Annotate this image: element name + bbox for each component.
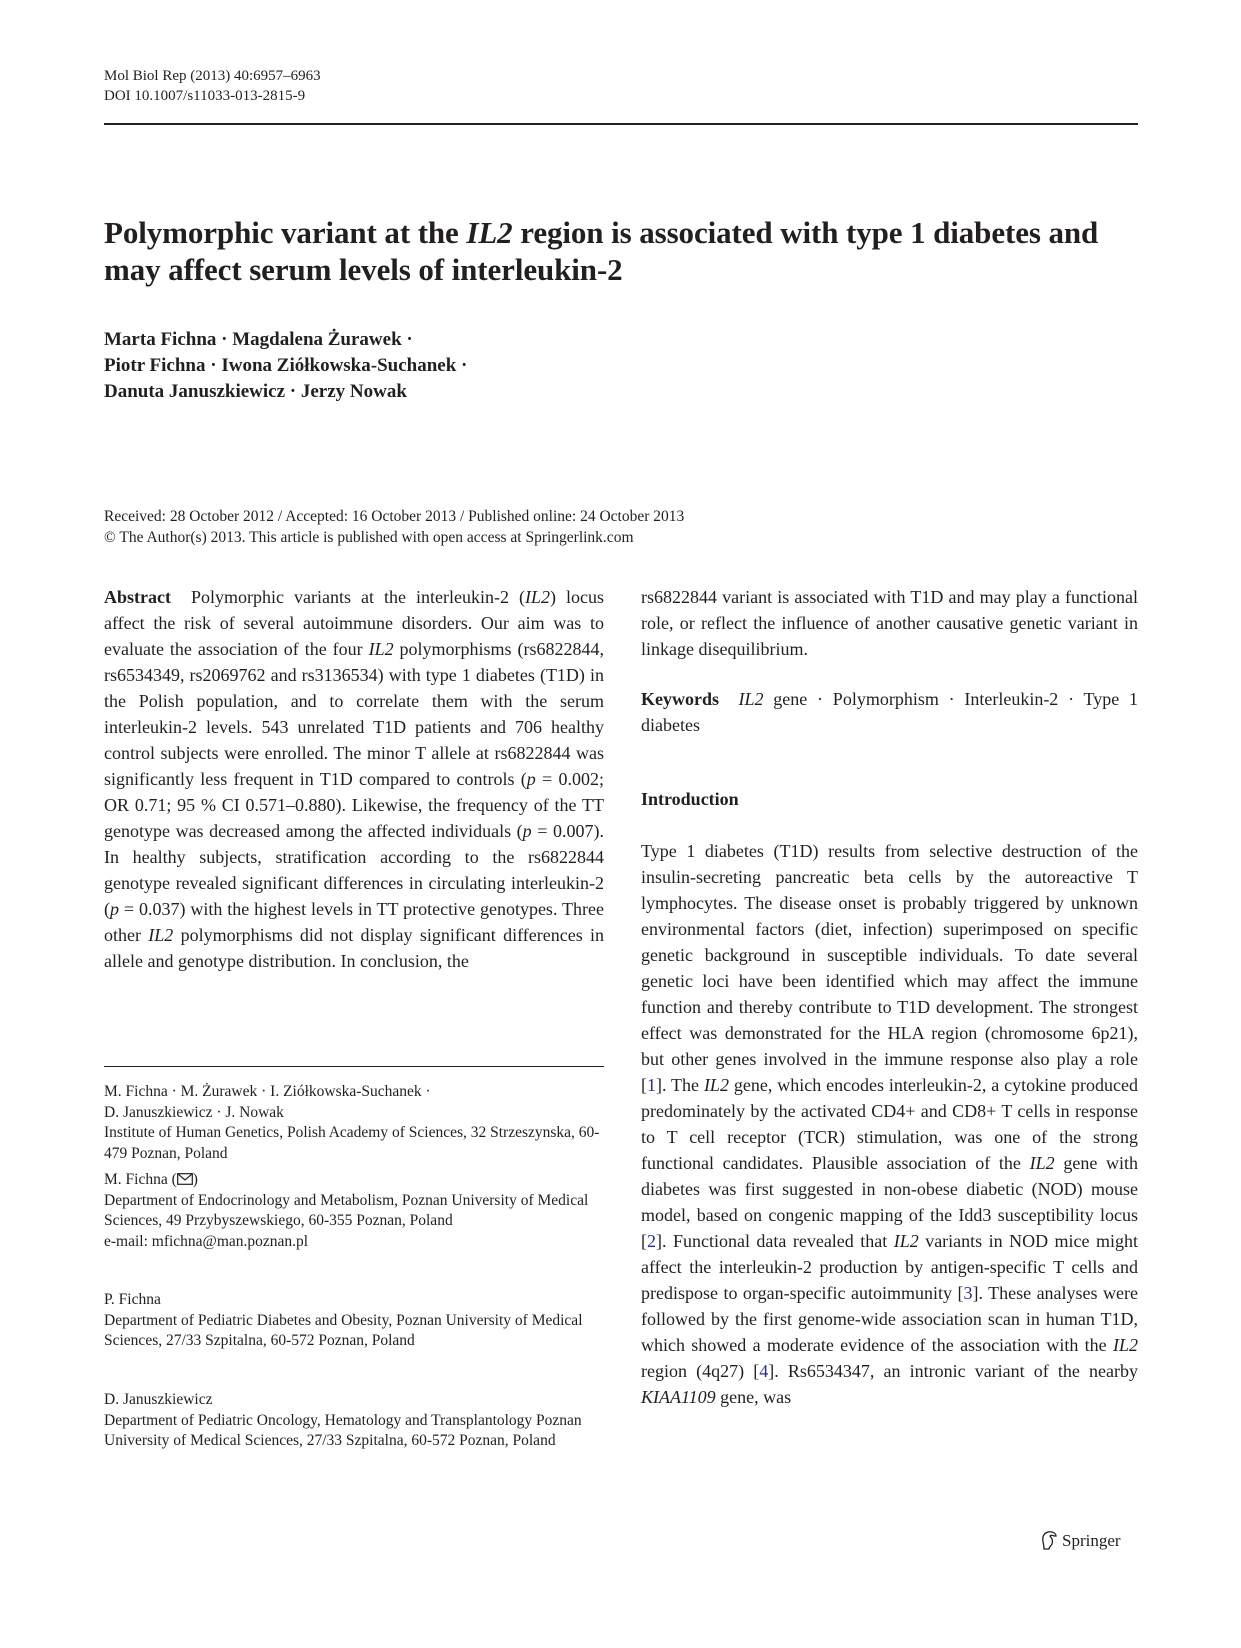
history-dates: Received: 28 October 2012 / Accepted: 16 October 2013 / Published online: 24 October 2013	[104, 508, 685, 525]
introduction-paragraph: Type 1 diabetes (T1D) results from selective destruction of the insulin-secreting pancreatic beta cells by the autoreactive T lymphocytes. The disease onset is probably triggered by unknown environmental factors (diet, infection) superimposed on specific genetic background in susceptible individuals. To date several genetic loci have been identified which may affect the immune function and thereby contribute to T1D development. The strongest effect was demonstrated for the HLA region (chromosome 6p21), but other genes involved in the immune response also play a role [1]. The IL2 gene, which encodes interleukin-2, a cytokine produced predominately by the activated CD4+ and CD8+ T cells in response to T cell receptor (TCR) stimulation, was one of the strong functional candidates. Plausible association of the IL2 gene with diabetes was first suggested in non-obese diabetic (NOD) mouse model, based on congenic mapping of the Idd3 susceptibility locus [2]. Functional data revealed that IL2 variants in NOD mice might affect the interleukin-2 production by antigen-specific T cells and predispose to organ-specific autoimmunity [3]. These analyses were followed by the first genome-wide association scan in human T1D, which showed a moderate evidence of the association with the IL2 region (4q27) [4]. Rs6534347, an intronic variant of the nearby KIAA1109 gene, was	[641, 841, 1139, 1407]
right-column	[641, 584, 1138, 1410]
keywords: Keywords IL2 gene · Polymorphism · Interleukin-2 · Type 1 diabetes	[641, 689, 1139, 735]
affiliation-address: Department of Pediatric Oncology, Hematology and Transplantology Poznan University of Medical Sciences, 27/33 Szpitalna, 60-572 Poznan, Poland	[104, 1411, 582, 1450]
abstract: Abstract Polymorphic variants at the interleukin-2 (IL2) locus affect the risk of several autoimmune disorders. Our aim was to evaluate the association of the four IL2 polymorphisms (rs6822844, rs6534349, rs2069762 and rs3136534) with type 1 diabetes (T1D) in the Polish population, and to correlate them with the serum interleukin-2 levels. 543 unrelated T1D patients and 706 healthy control subjects were enrolled. The minor T allele at rs6822844 was significantly less frequent in T1D compared to controls (p = 0.002; OR 0.71; 95 % CI 0.571–0.880). Likewise, the frequency of the TT genotype was decreased among the affected individuals (p = 0.007). In healthy subjects, stratification according to the rs6822844 genotype revealed significant differences in circulating interleukin-2 (p = 0.037) with the highest levels in TT protective genotypes. Three other IL2 polymorphisms did not display significant differences in allele and genotype distribution. In conclusion, the	[104, 587, 605, 971]
citation-link[interactable]: 2	[647, 1231, 656, 1251]
journal-citation: Mol Biol Rep (2013) 40:6957–6963	[104, 68, 321, 84]
affiliation-block	[104, 1290, 604, 1352]
left-column	[104, 584, 604, 974]
affiliation-block	[104, 1170, 604, 1253]
author-line: Danuta Januszkiewicz · Jerzy Nowak	[104, 381, 407, 402]
article-history	[104, 506, 684, 548]
publisher-logo	[1040, 1530, 1121, 1552]
license-note: © The Author(s) 2013. This article is published with open access at Springerlink.com	[104, 529, 634, 546]
affiliation-names: M. Fichna ( )	[104, 1171, 198, 1188]
author-line: Piotr Fichna · Iwona Ziółkowska-Suchanek ·	[104, 355, 468, 376]
citation-link[interactable]: 4	[759, 1361, 769, 1381]
footnote-rule	[104, 1066, 604, 1067]
journal-header	[104, 66, 321, 106]
springer-horse-icon	[1040, 1530, 1058, 1550]
affiliation-names: D. Januszkiewicz · J. Nowak	[104, 1103, 284, 1121]
affiliation-email[interactable]: e-mail: mfichna@man.poznan.pl	[104, 1233, 309, 1251]
header-rule	[104, 123, 1138, 125]
affiliation-names: D. Januszkiewicz	[104, 1391, 213, 1408]
section-heading-introduction: Introduction	[641, 789, 739, 809]
abstract-continued: rs6822844 variant is associated with T1D and may play a functional role, or reflect the influence of another causative genetic variant in linkage disequilibrium.	[641, 587, 1138, 659]
affiliation-address: Department of Pediatric Diabetes and Obesity, Poznan University of Medical Sciences, 27/33 Szpitalna, 60-572 Poznan, Poland	[104, 1311, 583, 1350]
affiliation-names: M. Fichna · M. Żurawek · I. Ziółkowska-Suchanek ·	[104, 1083, 431, 1100]
citation-link[interactable]: 3	[963, 1283, 973, 1303]
abstract-label: Abstract	[104, 587, 171, 607]
title-gene: IL2	[466, 215, 513, 250]
affiliation-block	[104, 1390, 604, 1452]
author-list	[104, 327, 467, 405]
article-title: Polymorphic variant at the IL2 region is associated with type 1 diabetes and may affect serum levels of interleukin-2	[104, 215, 1099, 287]
keywords-label: Keywords	[641, 689, 719, 709]
affiliation-address: Department of Endocrinology and Metabolism, Poznan University of Medical Sciences, 49 Przybyszewskiego, 60-355 Poznan, Poland	[104, 1191, 589, 1230]
envelope-icon	[177, 1173, 193, 1185]
affiliation-block	[104, 1082, 604, 1165]
author-line: Marta Fichna · Magdalena Żurawek ·	[104, 329, 413, 350]
doi: DOI 10.1007/s11033-013-2815-9	[104, 88, 306, 104]
affiliation-address: Institute of Human Genetics, Polish Academy of Sciences, 32 Strzeszynska, 60-479 Poznan, Poland	[104, 1124, 600, 1163]
publisher-name: Springer	[1062, 1531, 1121, 1550]
affiliation-names: P. Fichna	[104, 1291, 161, 1308]
citation-link[interactable]: 1	[647, 1075, 656, 1095]
